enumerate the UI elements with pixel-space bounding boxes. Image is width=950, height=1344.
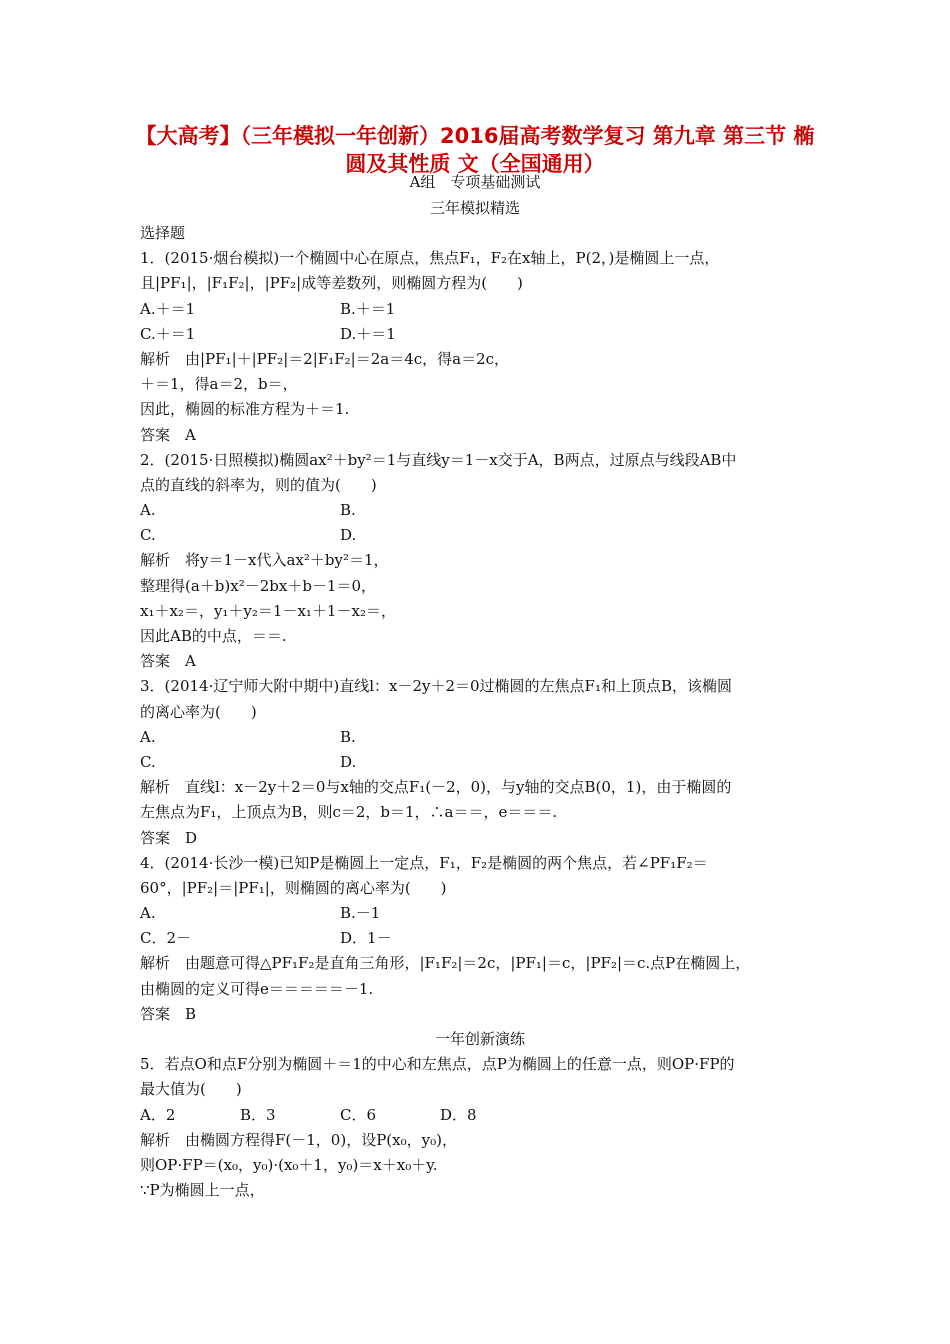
q4-option-b: B.－1 bbox=[340, 904, 381, 923]
q2-options-row1 bbox=[140, 498, 820, 523]
q5-option-d: D．8 bbox=[440, 1105, 477, 1124]
q3-options-row2 bbox=[140, 750, 820, 775]
q2-stem-line1: 2．(2015·日照模拟)椭圆ax²＋by²＝1与直线y＝1－x交于A，B两点，过原点与线段AB中 bbox=[140, 450, 737, 469]
q5-stem-line2: 最大值为( ) bbox=[140, 1080, 242, 1099]
q4-option-c: C．2－ bbox=[140, 929, 192, 948]
q1-stem-line1: 1．(2015·烟台模拟)一个椭圆中心在原点，焦点F₁，F₂在x轴上，P(2，)是椭圆上一点， bbox=[140, 249, 720, 268]
question-type-label: 选择题 bbox=[140, 224, 186, 242]
q4-solution-line1: 解析 由题意可得△PF₁F₂是直角三角形，|F₁F₂|＝2c，|PF₁|＝c，|PF₂|＝c.点P在椭圆上， bbox=[140, 954, 751, 973]
q3-solution-line1: 解析 直线l：x－2y＋2＝0与x轴的交点F₁(－2，0)，与y轴的交点B(0，1)，由于椭圆的 bbox=[140, 778, 732, 797]
q1-answer: 答案 A bbox=[140, 425, 196, 444]
q2-solution-line3: x₁＋x₂＝，y₁＋y₂＝1－x₁＋1－x₂＝， bbox=[140, 601, 396, 620]
q5-solution-line1: 解析 由椭圆方程得F(－1，0)，设P(x₀，y₀)， bbox=[140, 1130, 457, 1149]
q4-option-a: A. bbox=[140, 904, 156, 923]
section-heading-three-year: 三年模拟精选 bbox=[429, 199, 520, 217]
q1-option-c: C.＋＝1 bbox=[140, 324, 196, 343]
q2-option-d: D. bbox=[340, 526, 357, 545]
q3-solution-line2: 左焦点为F₁，上顶点为B，则c＝2，b＝1，∴a＝＝，e＝＝＝. bbox=[140, 803, 558, 822]
q2-option-a: A. bbox=[140, 501, 156, 520]
q3-option-b: B. bbox=[340, 727, 356, 746]
q1-stem-line2: 且|PF₁|，|F₁F₂|，|PF₂|成等差数列，则椭圆方程为( ) bbox=[140, 274, 523, 293]
q5-solution-line3: ∵P为椭圆上一点， bbox=[140, 1181, 265, 1200]
q2-answer: 答案 A bbox=[140, 652, 196, 671]
q1-options-row1 bbox=[140, 297, 820, 322]
q2-solution-line1: 解析 将y＝1－x代入ax²＋by²＝1， bbox=[140, 551, 389, 570]
document-title: 【大高考】（三年模拟一年创新）2016届高考数学复习 第九章 第三节 椭圆及其性质 文（全国通用） bbox=[135, 124, 815, 176]
q2-stem-line2: 点的直线的斜率为，则的值为( ) bbox=[140, 475, 377, 494]
q4-solution-line2: 由椭圆的定义可得e＝＝＝＝＝－1. bbox=[140, 979, 374, 998]
q5-option-a: A．2 bbox=[140, 1105, 176, 1124]
q2-solution-line2: 整理得(a＋b)x²－2bx＋b－1＝0， bbox=[140, 576, 377, 595]
q1-solution-line1: 解析 由|PF₁|＋|PF₂|＝2|F₁F₂|＝2a＝4c，得a＝2c， bbox=[140, 349, 510, 368]
document-body bbox=[140, 221, 820, 1203]
q4-options-row2 bbox=[140, 926, 820, 951]
q1-options-row2 bbox=[140, 322, 820, 347]
q4-stem-line1: 4．(2014·长沙一模)已知P是椭圆上一定点，F₁，F₂是椭圆的两个焦点，若∠PF₁F₂＝ bbox=[140, 853, 708, 872]
q3-stem-line1: 3．(2014·辽宁师大附中期中)直线l：x－2y＋2＝0过椭圆的左焦点F₁和上顶点B，该椭圆 bbox=[140, 677, 732, 696]
q1-solution-line2: ＋＝1，得a＝2，b＝， bbox=[140, 375, 298, 394]
q5-solution-line2: 则OP·FP＝(x₀，y₀)·(x₀＋1，y₀)＝x＋x₀＋y. bbox=[140, 1155, 438, 1174]
q1-option-b: B.＋＝1 bbox=[340, 299, 396, 318]
q2-options-row2 bbox=[140, 523, 820, 548]
q3-option-a: A. bbox=[140, 727, 156, 746]
q1-solution-line3: 因此，椭圆的标准方程为＋＝1. bbox=[140, 400, 350, 419]
group-label: A组 专项基础测试 bbox=[409, 173, 541, 191]
q2-solution-line4: 因此AB的中点，＝＝. bbox=[140, 627, 287, 645]
q5-option-c: C．6 bbox=[340, 1105, 377, 1124]
q3-answer: 答案 D bbox=[140, 828, 198, 847]
q2-option-b: B. bbox=[340, 501, 356, 520]
q1-option-a: A.＋＝1 bbox=[140, 299, 196, 318]
q3-option-d: D. bbox=[340, 752, 357, 771]
section-heading-one-year: 一年创新演练 bbox=[434, 1030, 525, 1048]
q4-stem-line2: 60°，|PF₂|＝|PF₁|，则椭圆的离心率为( ) bbox=[140, 878, 447, 897]
q4-option-d: D．1－ bbox=[340, 929, 392, 948]
q4-answer: 答案 B bbox=[140, 1004, 197, 1023]
q4-options-row1 bbox=[140, 901, 820, 926]
q3-options-row1 bbox=[140, 725, 820, 750]
q1-option-d: D.＋＝1 bbox=[340, 324, 396, 343]
q5-options-row bbox=[140, 1103, 820, 1128]
q5-stem-line1: 5．若点O和点F分别为椭圆＋＝1的中心和左焦点，点P为椭圆上的任意一点，则OP·FP的 bbox=[140, 1055, 735, 1074]
q3-option-c: C. bbox=[140, 752, 156, 771]
q2-option-c: C. bbox=[140, 526, 156, 545]
q3-stem-line2: 的离心率为( ) bbox=[140, 702, 257, 721]
q5-option-b: B．3 bbox=[240, 1105, 276, 1124]
